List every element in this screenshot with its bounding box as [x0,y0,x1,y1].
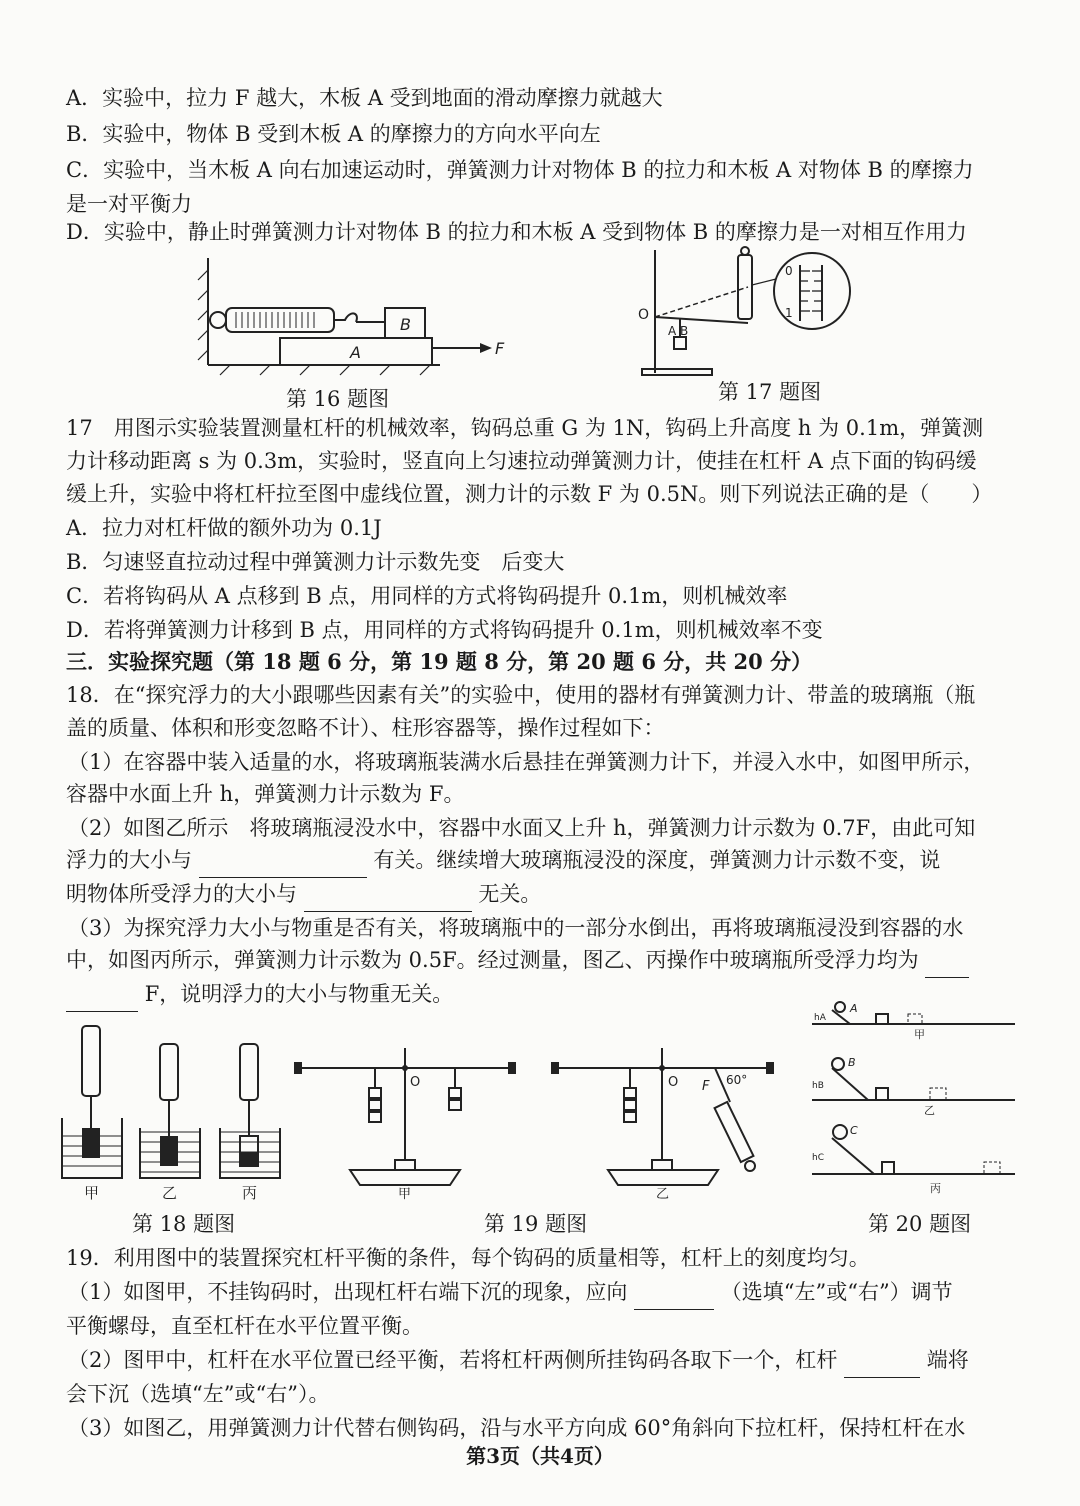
q17-stem-line1: 17 用图示实验装置测量杠杆的机械效率，钩码总重 G 为 1N，钩码上升高度 h 为 0.1m，弹簧测 [66,416,984,440]
fig17-scale-0: 0 [785,264,793,278]
figure-16 [190,250,510,380]
q19-part2-text-a: （2）图甲中，杠杆在水平位置已经平衡，若将杠杆两侧所挂钩码各取下一个，杠杆 [68,1348,838,1372]
fig19-label-jia: 甲 [398,1187,412,1202]
q18-part3-line2 [66,942,1020,978]
fig18-setup-yi [140,1044,200,1178]
fig18-setup-bing [220,1044,280,1178]
q18-part3-text-a: 中，如图丙所示，弹簧测力计示数为 0.5F。经过测量，图乙、丙操作中玻璃瓶所受浮力均为 [66,948,919,972]
figure-18 [60,1018,285,1203]
fig20-label-yi: 乙 [924,1104,935,1117]
q17-stem-line3: 缓上升，实验中将杠杆拉至图中虚线位置，测力计的示数 F 为 0.5N。则下列说法正确的是（ ） [66,482,993,506]
fig20-height-b: hB [812,1081,824,1091]
q18-blank-2[interactable] [304,887,472,912]
q18-part2-text-a: 浮力的大小与 [66,848,192,872]
fig19-label-angle: 60° [726,1073,748,1087]
q19-part1-line1 [68,1274,1020,1310]
q16-option-a: A．实验中，拉力 F 越大，木板 A 受到地面的滑动摩擦力就越大 [66,86,663,110]
fig17-label-o: O [638,307,650,323]
q16-option-b: B．实验中，物体 B 受到木板 A 的摩擦力的方向水平向左 [66,122,601,146]
fig20-row-bing [812,1124,1015,1195]
figure-20 [810,1002,1025,1202]
fig16-label-f: F [495,339,505,358]
q19-blank-1[interactable] [634,1285,714,1310]
q16-option-c-line1: C．实验中，当木板 A 向右加速运动时，弹簧测力计对物体 B 的拉力和木板 A 对物体 B 的摩擦力 [66,158,974,182]
q17-option-b: B．匀速竖直拉动过程中弹簧测力计示数先变 后变大 [66,550,565,574]
figure-19-caption: 第 19 题图 [484,1212,588,1236]
q19-stem: 19．利用图中的装置探究杠杆平衡的条件，每个钩码的质量相等，杠杆上的刻度均匀。 [66,1246,870,1270]
q17-option-a: A．拉力对杠杆做的额外功为 0.1J [66,516,382,540]
fig19-label-f: F [702,1079,710,1094]
fig16-label-a: A [350,343,361,362]
q16-option-c-line2: 是一对平衡力 [66,192,192,216]
page-footer: 第3页（共4页） [466,1444,614,1468]
q19-part1-text-a: （1）如图甲，不挂钩码时，出现杠杆右端下沉的现象，应向 [68,1280,628,1304]
fig19-label-yi: 乙 [656,1187,670,1202]
fig18-label-yi: 乙 [162,1184,178,1202]
fig19-setup-yi [551,1048,774,1202]
q18-part2-text-c: 明物体所受浮力的大小与 [66,882,297,906]
q17-option-c: C．若将钩码从 A 点移到 B 点，用同样的方式将钩码提升 0.1m，则机械效率 [66,584,788,608]
q19-part2-line2: 会下沉（选填“左”或“右”）。 [66,1382,330,1406]
q18-part2-line1: （2）如图乙所示 将玻璃瓶浸没水中，容器中水面又上升 h，弹簧测力计示数为 0.7F，由此可知 [68,816,976,840]
q19-part3-line1: （3）如图乙，用弹簧测力计代替右侧钩码，沿与水平方向成 60°角斜向下拉杠杆，保持杠杆在水 [68,1416,966,1440]
figure-17 [630,245,860,380]
fig20-row-yi [812,1056,1015,1117]
q18-part3-text-b: F，说明浮力的大小与物重无关。 [144,982,454,1006]
q18-part2-line3 [66,876,1020,912]
section-3-heading: 三．实验探究题（第 18 题 6 分，第 19 题 8 分，第 20 题 6 分，共 20 分） [66,649,813,674]
fig16-label-b: B [400,315,411,334]
q18-stem-line2: 盖的质量、体积和形变忽略不计）、柱形容器等，操作过程如下： [66,716,665,740]
fig20-label-bing: 丙 [930,1182,941,1195]
q19-blank-2[interactable] [844,1353,920,1378]
q18-part2-text-b: 有关。继续增大玻璃瓶浸没的深度，弹簧测力计示数不变，说 [373,848,941,872]
fig19-label-o-1: O [410,1075,421,1090]
q18-blank-3a[interactable] [925,953,969,978]
fig18-label-jia: 甲 [84,1184,100,1202]
q17-stem-line2: 力计移动距离 s 为 0.3m，实验时，竖直向上匀速拉动弹簧测力计，使挂在杠杆 A 点下面的钩码缓 [66,449,977,473]
q18-part2-text-d: 无关。 [478,882,542,906]
fig17-label-ab: A B [668,324,689,338]
q18-blank-3b[interactable] [66,987,138,1012]
q19-part2-line1 [68,1342,1020,1378]
fig20-ball-a: A [850,1002,858,1015]
fig20-ball-b: B [848,1056,856,1069]
q18-part1-line2: 容器中水面上升 h，弹簧测力计示数为 F。 [66,782,465,806]
fig20-height-c: hC [812,1153,824,1163]
fig18-label-bing: 丙 [242,1184,258,1202]
fig19-setup-jia [294,1048,516,1202]
figure-20-caption: 第 20 题图 [868,1212,972,1236]
q16-option-d: D．实验中，静止时弹簧测力计对物体 B 的拉力和木板 A 受到物体 B 的摩擦力是一对相互作用力 [66,220,967,244]
fig20-height-a: hA [814,1013,826,1023]
fig19-label-o-2: O [668,1075,679,1090]
q19-part1-line2: 平衡螺母，直至杠杆在水平位置平衡。 [66,1314,423,1338]
q18-part3-line1: （3）为探究浮力大小与物重是否有关，将玻璃瓶中的一部分水倒出，再将玻璃瓶浸没到容器的水 [68,916,964,940]
figure-18-caption: 第 18 题图 [132,1212,236,1236]
figure-16-caption: 第 16 题图 [286,387,390,411]
fig18-setup-jia [62,1026,122,1178]
figure-19 [290,1040,790,1205]
q18-part1-line1: （1）在容器中装入适量的水，将玻璃瓶装满水后悬挂在弹簧测力计下，并浸入水中，如图甲所示， [68,750,985,774]
q18-blank-1[interactable] [199,853,367,878]
q19-part2-text-b: 端将 [926,1348,969,1372]
fig20-label-jia: 甲 [914,1028,925,1041]
fig20-row-jia [812,1002,1015,1041]
q18-stem-line1: 18．在“探究浮力的大小跟哪些因素有关”的实验中，使用的器材有弹簧测力计、带盖的玻璃瓶（瓶 [66,683,976,707]
fig20-ball-c: C [850,1124,858,1137]
q17-option-d: D．若将弹簧测力计移到 B 点，用同样的方式将钩码提升 0.1m，则机械效率不变 [66,618,823,642]
q19-part1-text-b: （选填“左”或“右”）调节 [720,1280,953,1304]
q18-part2-line2 [66,842,1020,878]
fig17-scale-1: 1 [785,306,793,320]
figure-17-caption: 第 17 题图 [718,380,822,404]
